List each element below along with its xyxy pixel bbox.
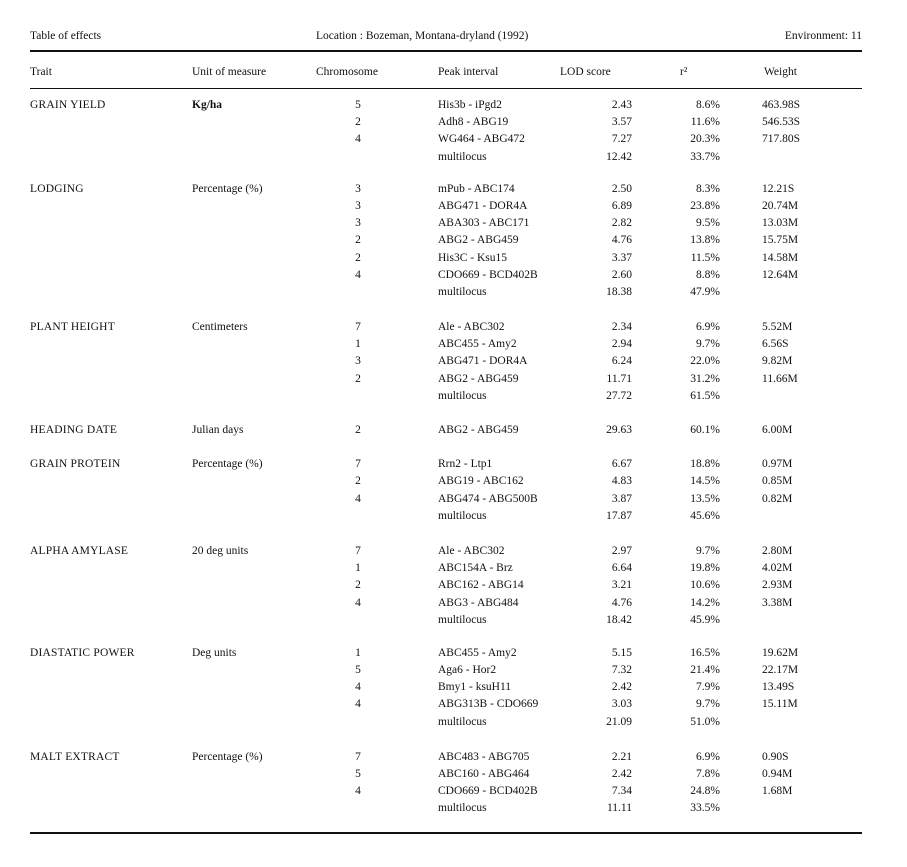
r2-cell: 60.1% [690, 424, 720, 436]
r2-cell: 14.2% [690, 596, 720, 609]
lod-score-cell: 6.67 [611, 458, 632, 471]
r2-cell: 31.2% [690, 372, 720, 385]
r2-cell: 9.7% [696, 698, 720, 711]
table-row [0, 595, 907, 612]
weight-cell: 6.00M [762, 424, 793, 436]
r2-cell: 11.5% [690, 251, 720, 264]
lod-score-cell: 4.76 [611, 234, 632, 247]
table-row [0, 422, 907, 439]
lod-score-cell: 4.76 [611, 596, 632, 609]
unit-of-measure: Percentage (%) [192, 458, 263, 471]
weight-cell: 9.82M [762, 355, 793, 368]
peak-interval-cell: multilocus [438, 150, 487, 163]
r2-cell: 61.5% [690, 389, 720, 402]
peak-interval-cell: ABG3 - ABG484 [438, 596, 519, 609]
table-row [0, 473, 907, 490]
peak-interval-cell: ABG2 - ABG459 [438, 234, 519, 247]
chromosome-cell: 2 [355, 251, 361, 264]
trait-name: GRAIN YIELD [30, 99, 106, 111]
r2-cell: 11.6% [690, 116, 720, 129]
weight-cell: 463.98S [762, 99, 801, 111]
top-rule [30, 50, 862, 52]
peak-interval-cell: mPub - ABC174 [438, 182, 515, 195]
peak-interval-cell: multilocus [438, 285, 487, 298]
r2-cell: 9.7% [696, 338, 720, 351]
r2-cell: 45.6% [690, 509, 720, 522]
weight-cell: 0.82M [762, 492, 793, 505]
chromosome-cell: 5 [355, 664, 361, 677]
lod-score-cell: 3.21 [611, 579, 632, 592]
multilocus-row [0, 800, 907, 817]
chromosome-cell: 5 [355, 768, 361, 780]
chromosome-cell: 7 [355, 750, 361, 763]
table-caption-line [30, 30, 862, 46]
chromosome-cell: 4 [355, 596, 361, 609]
lod-score-cell: 2.50 [611, 182, 632, 195]
table-row [0, 353, 907, 370]
table-row [0, 371, 907, 388]
chromosome-cell: 1 [355, 338, 361, 351]
unit-of-measure: Centimeters [192, 321, 248, 334]
unit-of-measure: Deg units [192, 646, 237, 659]
lod-score-cell: 3.87 [611, 492, 632, 505]
lod-score-cell: 2.34 [611, 321, 632, 334]
trait-name: PLANT HEIGHT [30, 321, 115, 334]
weight-cell: 0.90S [762, 750, 789, 763]
weight-cell: 15.75M [762, 234, 799, 247]
r2-cell: 7.9% [696, 681, 720, 694]
weight-cell: 3.38M [762, 596, 793, 609]
r2-cell: 9.5% [696, 217, 720, 230]
lod-score-cell: 6.89 [611, 199, 632, 212]
lod-score-cell: 29.63 [606, 424, 632, 436]
lod-score-cell: 7.32 [611, 664, 632, 677]
table-row [0, 783, 907, 800]
chromosome-cell: 3 [355, 199, 361, 212]
chromosome-cell: 5 [355, 99, 361, 111]
peak-interval-cell: ABA303 - ABC171 [438, 217, 530, 230]
r2-cell: 18.8% [690, 458, 720, 471]
col-lod-score: LOD score [560, 66, 611, 78]
unit-of-measure: Percentage (%) [192, 750, 263, 763]
r2-cell: 13.8% [690, 234, 720, 247]
table-row [0, 491, 907, 508]
peak-interval-cell: multilocus [438, 715, 487, 728]
weight-cell: 14.58M [762, 251, 799, 264]
chromosome-cell: 2 [355, 116, 361, 129]
multilocus-row [0, 714, 907, 731]
table-row [0, 232, 907, 249]
chromosome-cell: 7 [355, 544, 361, 557]
header-rule [30, 88, 862, 89]
table-row [0, 336, 907, 353]
table-row [0, 215, 907, 232]
chromosome-cell: 4 [355, 681, 361, 694]
peak-interval-cell: His3b - iPgd2 [438, 99, 502, 111]
peak-interval-cell: ABC162 - ABG14 [438, 579, 524, 592]
trait-name: HEADING DATE [30, 424, 118, 436]
weight-cell: 1.68M [762, 785, 793, 798]
r2-cell: 8.8% [696, 268, 720, 281]
table-row [0, 577, 907, 594]
r2-cell: 13.5% [690, 492, 720, 505]
weight-cell: 6.56S [762, 338, 789, 351]
peak-interval-cell: multilocus [438, 613, 487, 626]
weight-cell: 13.03M [762, 217, 799, 230]
peak-interval-cell: ABC455 - Amy2 [438, 646, 517, 659]
r2-cell: 45.9% [690, 613, 720, 626]
weight-cell: 2.80M [762, 544, 793, 557]
lod-score-cell: 6.64 [611, 562, 632, 575]
chromosome-cell: 2 [355, 579, 361, 592]
trait-name: LODGING [30, 182, 84, 195]
r2-cell: 9.7% [696, 544, 720, 557]
r2-cell: 22.0% [690, 355, 720, 368]
multilocus-row [0, 612, 907, 629]
bottom-rule [30, 832, 862, 834]
r2-cell: 33.5% [690, 802, 720, 815]
r2-cell: 21.4% [690, 664, 720, 677]
peak-interval-cell: multilocus [438, 802, 487, 815]
peak-interval-cell: ABC455 - Amy2 [438, 338, 517, 351]
peak-interval-cell: Adh8 - ABG19 [438, 116, 509, 129]
r2-cell: 7.8% [696, 768, 720, 780]
peak-interval-cell: Rrn2 - Ltp1 [438, 458, 493, 471]
lod-score-cell: 18.42 [606, 613, 632, 626]
table-row [0, 749, 907, 766]
lod-score-cell: 12.42 [606, 150, 632, 163]
unit-of-measure: Julian days [192, 424, 244, 436]
table-row [0, 662, 907, 679]
multilocus-row [0, 149, 907, 166]
r2-cell: 6.9% [696, 750, 720, 763]
peak-interval-cell: ABC160 - ABG464 [438, 768, 530, 780]
chromosome-cell: 4 [355, 268, 361, 281]
trait-section [0, 422, 907, 439]
r2-cell: 8.6% [696, 99, 720, 111]
weight-cell: 0.97M [762, 458, 793, 471]
col-trait: Trait [30, 66, 52, 78]
chromosome-cell: 2 [355, 234, 361, 247]
lod-score-cell: 2.82 [611, 217, 632, 230]
trait-section [0, 749, 907, 818]
trait-section [0, 181, 907, 301]
multilocus-row [0, 388, 907, 405]
r2-cell: 51.0% [690, 715, 720, 728]
table-row [0, 198, 907, 215]
lod-score-cell: 2.43 [611, 99, 632, 111]
lod-score-cell: 4.83 [611, 475, 632, 488]
weight-cell: 0.85M [762, 475, 793, 488]
lod-score-cell: 11.71 [606, 372, 632, 385]
peak-interval-cell: ABG19 - ABC162 [438, 475, 524, 488]
chromosome-cell: 3 [355, 182, 361, 195]
weight-cell: 12.21S [762, 182, 795, 195]
multilocus-row [0, 284, 907, 301]
peak-interval-cell: multilocus [438, 509, 487, 522]
chromosome-cell: 4 [355, 492, 361, 505]
weight-cell: 12.64M [762, 268, 799, 281]
lod-score-cell: 2.94 [611, 338, 632, 351]
r2-cell: 10.6% [690, 579, 720, 592]
lod-score-cell: 3.37 [611, 251, 632, 264]
lod-score-cell: 21.09 [606, 715, 632, 728]
lod-score-cell: 2.21 [611, 750, 632, 763]
peak-interval-cell: Aga6 - Hor2 [438, 664, 497, 677]
lod-score-cell: 2.42 [611, 681, 632, 694]
trait-section [0, 319, 907, 405]
peak-interval-cell: ABG471 - DOR4A [438, 199, 528, 212]
trait-section [0, 97, 907, 166]
location-label: Location : Bozeman, Montana-dryland (1992) [316, 30, 529, 42]
trait-name: ALPHA AMYLASE [30, 544, 129, 557]
chromosome-cell: 3 [355, 217, 361, 230]
lod-score-cell: 2.97 [611, 544, 632, 557]
peak-interval-cell: ABC154A - Brz [438, 562, 513, 575]
r2-cell: 6.9% [696, 321, 720, 334]
table-row [0, 319, 907, 336]
table-row [0, 560, 907, 577]
trait-name: GRAIN PROTEIN [30, 458, 121, 471]
table-row [0, 679, 907, 696]
peak-interval-cell: ABG474 - ABG500B [438, 492, 538, 505]
trait-section [0, 543, 907, 629]
peak-interval-cell: multilocus [438, 389, 487, 402]
table-row [0, 114, 907, 131]
table-row [0, 267, 907, 284]
weight-cell: 13.49S [762, 681, 795, 694]
column-header-row [0, 66, 907, 82]
r2-cell: 14.5% [690, 475, 720, 488]
lod-score-cell: 7.34 [611, 785, 632, 798]
lod-score-cell: 5.15 [611, 646, 632, 659]
col-peak-interval: Peak interval [438, 66, 499, 78]
col-chromosome: Chromosome [316, 66, 378, 78]
weight-cell: 15.11M [762, 698, 798, 711]
peak-interval-cell: CDO669 - BCD402B [438, 785, 538, 798]
peak-interval-cell: ABC483 - ABG705 [438, 750, 530, 763]
r2-cell: 20.3% [690, 133, 720, 146]
weight-cell: 2.93M [762, 579, 793, 592]
chromosome-cell: 7 [355, 321, 361, 334]
chromosome-cell: 7 [355, 458, 361, 471]
chromosome-cell: 2 [355, 424, 361, 436]
table-row [0, 456, 907, 473]
lod-score-cell: 7.27 [611, 133, 632, 146]
table-title: Table of effects [30, 30, 102, 42]
chromosome-cell: 2 [355, 372, 361, 385]
unit-of-measure: 20 deg units [192, 544, 249, 557]
peak-interval-cell: Ale - ABC302 [438, 544, 505, 557]
r2-cell: 23.8% [690, 199, 720, 212]
chromosome-cell: 4 [355, 698, 361, 711]
lod-score-cell: 6.24 [611, 355, 632, 368]
chromosome-cell: 3 [355, 355, 361, 368]
peak-interval-cell: His3C - Ksu15 [438, 251, 508, 264]
lod-score-cell: 17.87 [606, 509, 632, 522]
table-row [0, 97, 907, 114]
chromosome-cell: 1 [355, 646, 361, 659]
peak-interval-cell: ABG313B - CDO669 [438, 698, 539, 711]
r2-cell: 16.5% [690, 646, 720, 659]
unit-of-measure: Percentage (%) [192, 182, 263, 195]
weight-cell: 0.94M [762, 768, 793, 780]
weight-cell: 11.66M [762, 372, 798, 385]
trait-name: MALT EXTRACT [30, 750, 120, 763]
table-row [0, 250, 907, 267]
chromosome-cell: 1 [355, 562, 361, 575]
peak-interval-cell: ABG2 - ABG459 [438, 424, 519, 436]
peak-interval-cell: Bmy1 - ksuH11 [438, 681, 512, 694]
r2-cell: 33.7% [690, 150, 720, 163]
peak-interval-cell: WG464 - ABG472 [438, 133, 525, 146]
chromosome-cell: 4 [355, 133, 361, 146]
table-row [0, 766, 907, 783]
weight-cell: 4.02M [762, 562, 793, 575]
col-r2: r² [680, 66, 688, 78]
trait-section [0, 645, 907, 731]
col-unit: Unit of measure [192, 66, 267, 78]
environment-label: Environment: 11 [784, 30, 862, 42]
peak-interval-cell: Ale - ABC302 [438, 321, 505, 334]
table-row [0, 181, 907, 198]
lod-score-cell: 18.38 [606, 285, 632, 298]
peak-interval-cell: CDO669 - BCD402B [438, 268, 538, 281]
peak-interval-cell: ABG471 - DOR4A [438, 355, 528, 368]
table-row [0, 645, 907, 662]
table-row [0, 131, 907, 148]
weight-cell: 717.80S [762, 133, 801, 146]
lod-score-cell: 3.57 [611, 116, 632, 129]
trait-name: DIASTATIC POWER [30, 646, 135, 659]
col-weight: Weight [764, 66, 797, 78]
multilocus-row [0, 508, 907, 525]
weight-cell: 19.62M [762, 646, 799, 659]
chromosome-cell: 4 [355, 785, 361, 798]
r2-cell: 24.8% [690, 785, 720, 798]
weight-cell: 20.74M [762, 199, 799, 212]
table-row [0, 543, 907, 560]
unit-of-measure: Kg/ha [192, 99, 223, 111]
r2-cell: 8.3% [696, 182, 720, 195]
trait-section [0, 456, 907, 525]
peak-interval-cell: ABG2 - ABG459 [438, 372, 519, 385]
chromosome-cell: 2 [355, 475, 361, 488]
r2-cell: 47.9% [690, 285, 720, 298]
table-row [0, 696, 907, 713]
lod-score-cell: 3.03 [611, 698, 632, 711]
r2-cell: 19.8% [690, 562, 720, 575]
lod-score-cell: 27.72 [606, 389, 632, 402]
lod-score-cell: 2.42 [611, 768, 632, 780]
lod-score-cell: 11.11 [606, 802, 632, 815]
lod-score-cell: 2.60 [611, 268, 632, 281]
weight-cell: 22.17M [762, 664, 799, 677]
weight-cell: 546.53S [762, 116, 801, 129]
table-body [0, 97, 907, 835]
weight-cell: 5.52M [762, 321, 793, 334]
